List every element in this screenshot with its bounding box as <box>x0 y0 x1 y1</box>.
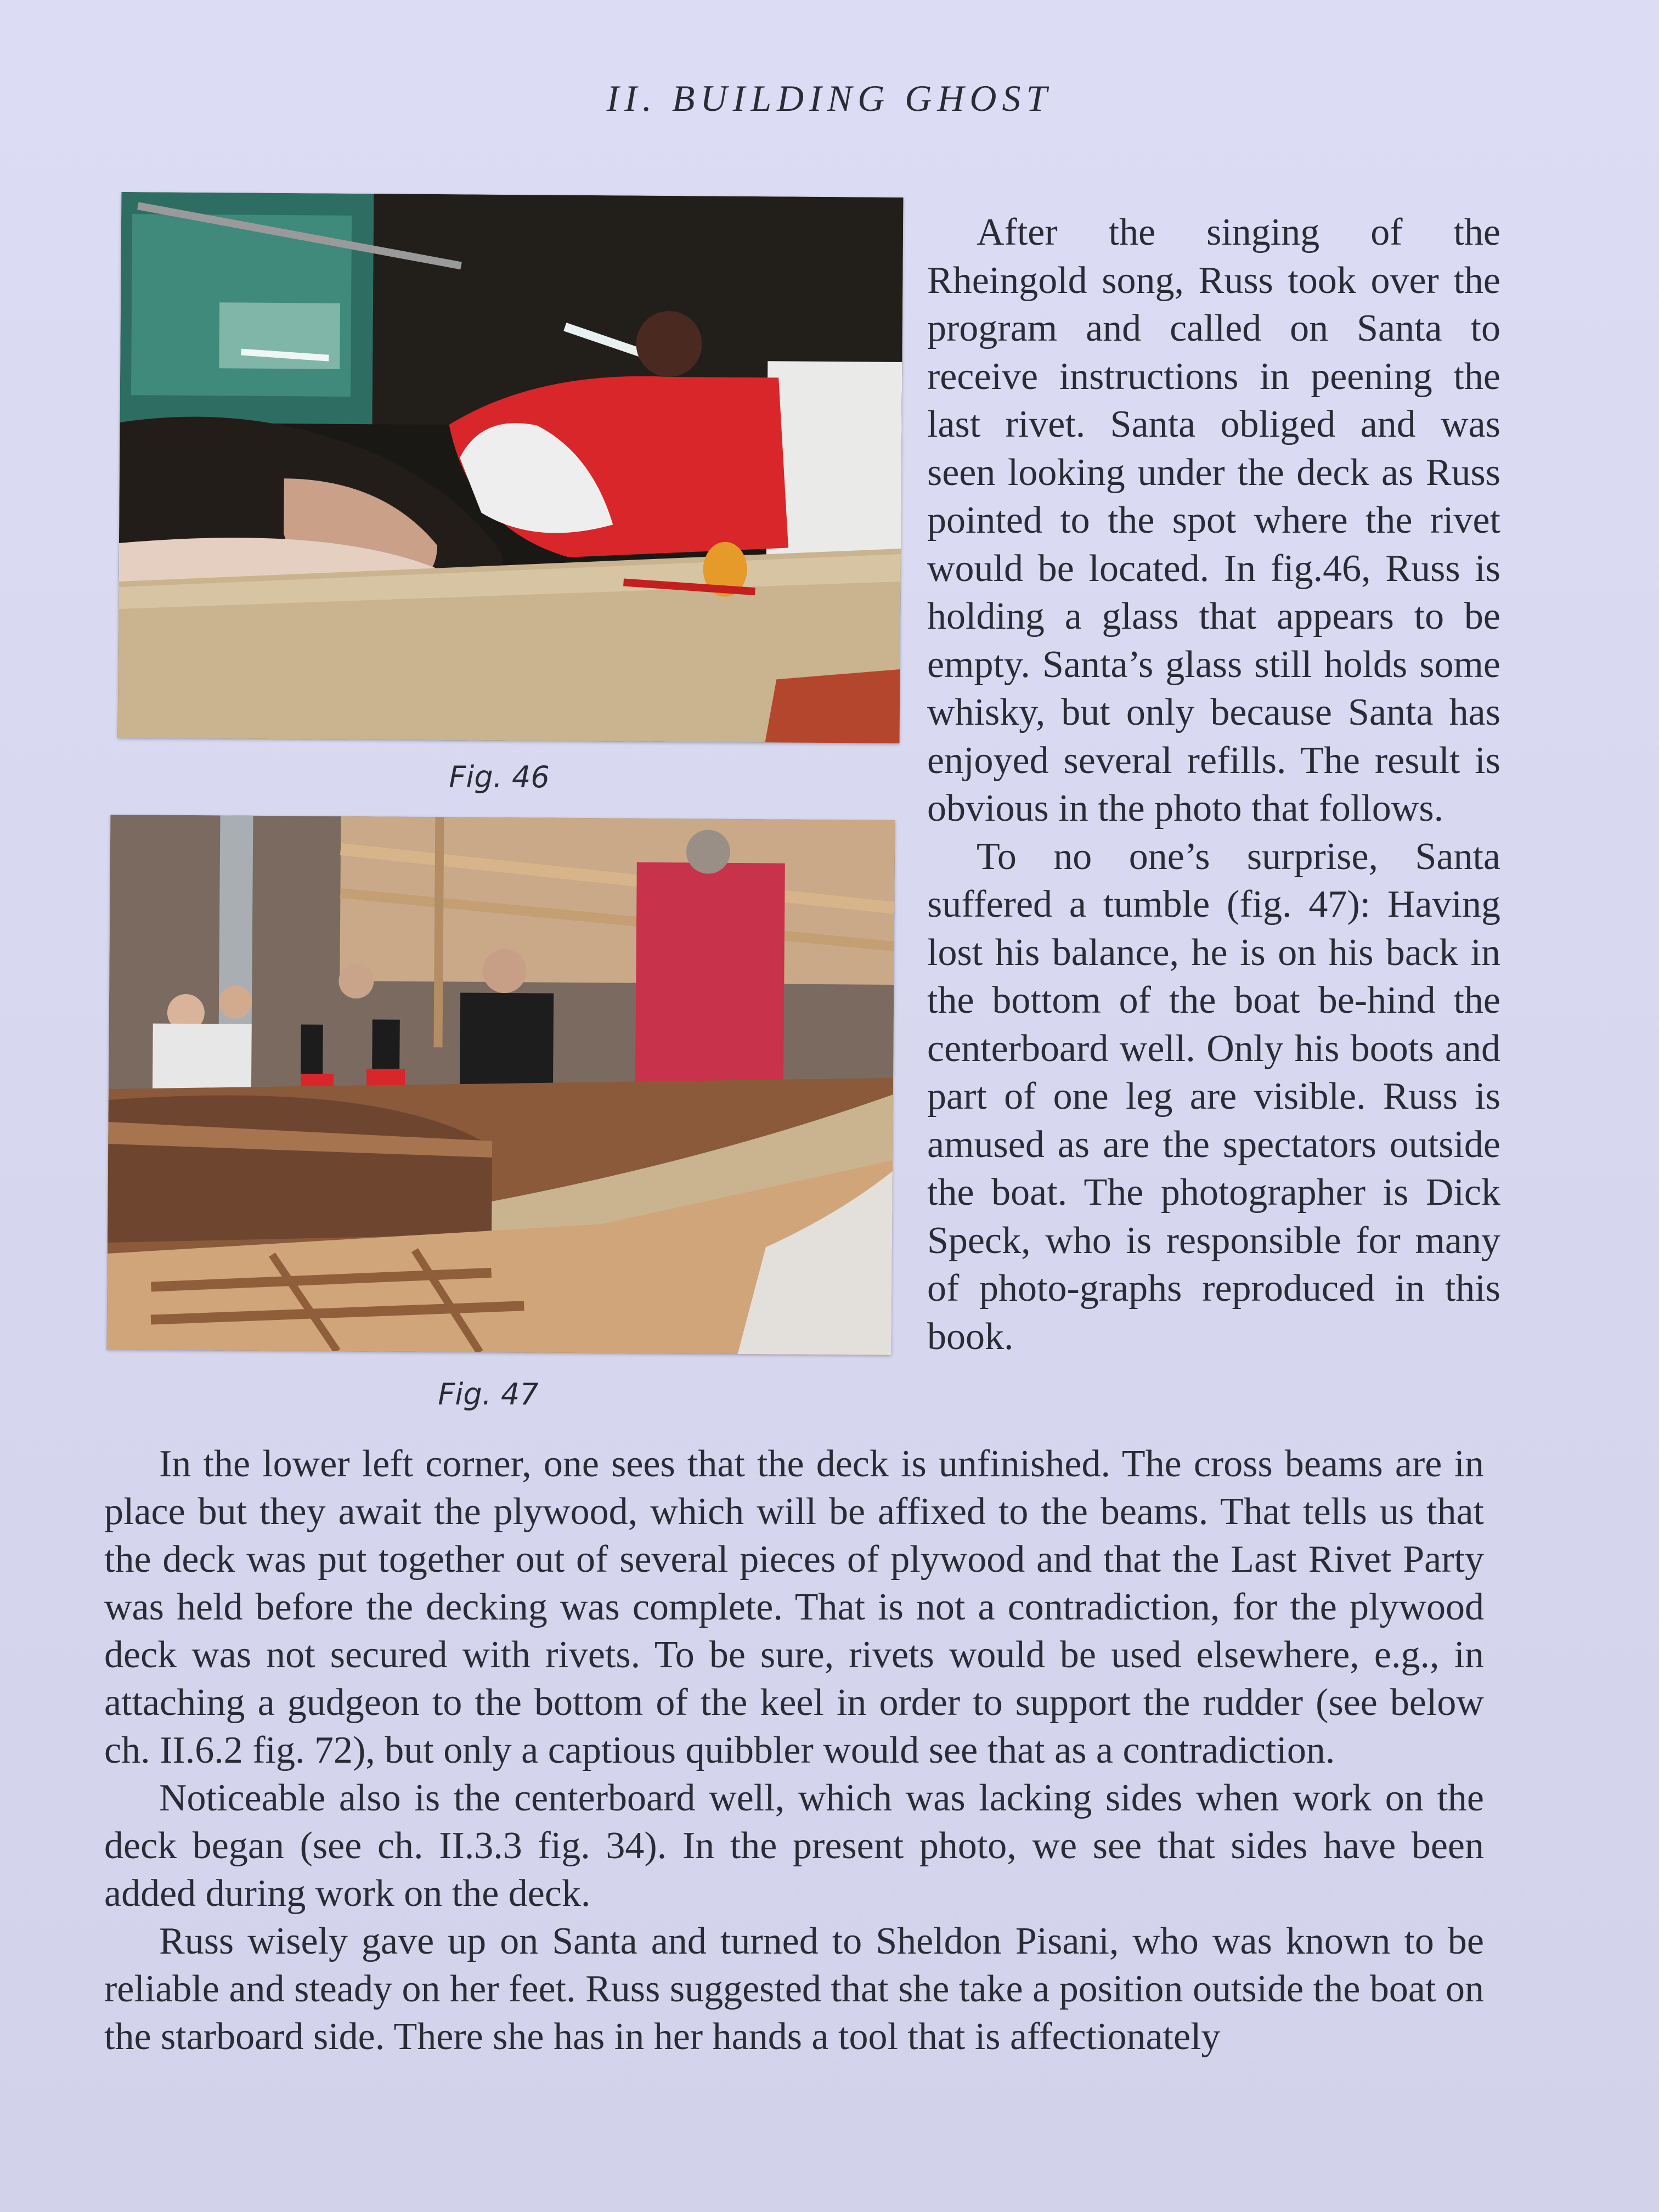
figure-46-caption: Fig. 46 <box>449 760 550 794</box>
figure-47-photo <box>107 815 895 1355</box>
side-column-text <box>927 208 1500 1361</box>
side-paragraph: To no one’s surprise, Santa suffered a tumble (fig. 47): Having lost his balance, he is on his back in the bottom of the boat be-hind the centerboard well. Only his boots and part of one leg are visible. Russ is amused as are the spectators outside the boat. The photographer is Dick Speck, who is responsible for many of photo-graphs reproduced in this book. <box>927 835 1500 1358</box>
figure-47-caption: Fig. 47 <box>438 1377 539 1412</box>
body-paragraph: Noticeable also is the centerboard well, which was lacking sides when work on the deck began (see ch. II.3.3 fig. 34). In the present photo, we see that sides have been added during work on the deck. <box>104 1777 1484 1915</box>
side-paragraph: After the singing of the Rheingold song, Russ took over the program and called on Santa to receive instructions in peening the last rivet. Santa obliged and was seen looking under the deck as Russ pointed to the spot where the rivet would be located. In fig.46, Russ is holding a glass that appears to be empty. Santa’s glass still holds some whisky, but only because Santa has enjoyed several refills. The result is obvious in the photo that follows. <box>927 211 1500 830</box>
body-paragraph: Russ wisely gave up on Santa and turned to Sheldon Pisani, who was known to be reliable and steady on her feet. Russ suggested that she take a position outside the boat on the starboard side. There she has in her hands a tool that is affectionately <box>104 1920 1484 2058</box>
running-header: II. BUILDING GHOST <box>606 77 1053 119</box>
main-body-text <box>104 1440 1484 2061</box>
figure-46-photo <box>118 192 904 743</box>
body-paragraph: In the lower left corner, one sees that the deck is unfinished. The cross beams are in place but they await the plywood, which will be affixed to the beams. That tells us that the deck was put together out of several pieces of plywood and that the Last Rivet Party was held before the decking was complete. That is not a contradiction, for the plywood deck was not secured with rivets. To be sure, rivets would be used elsewhere, e.g., in attaching a gudgeon to the bottom of the keel in order to support the rudder (see below ch. II.6.2 fig. 72), but only a captious quibbler would see that as a contradiction. <box>104 1443 1484 1771</box>
